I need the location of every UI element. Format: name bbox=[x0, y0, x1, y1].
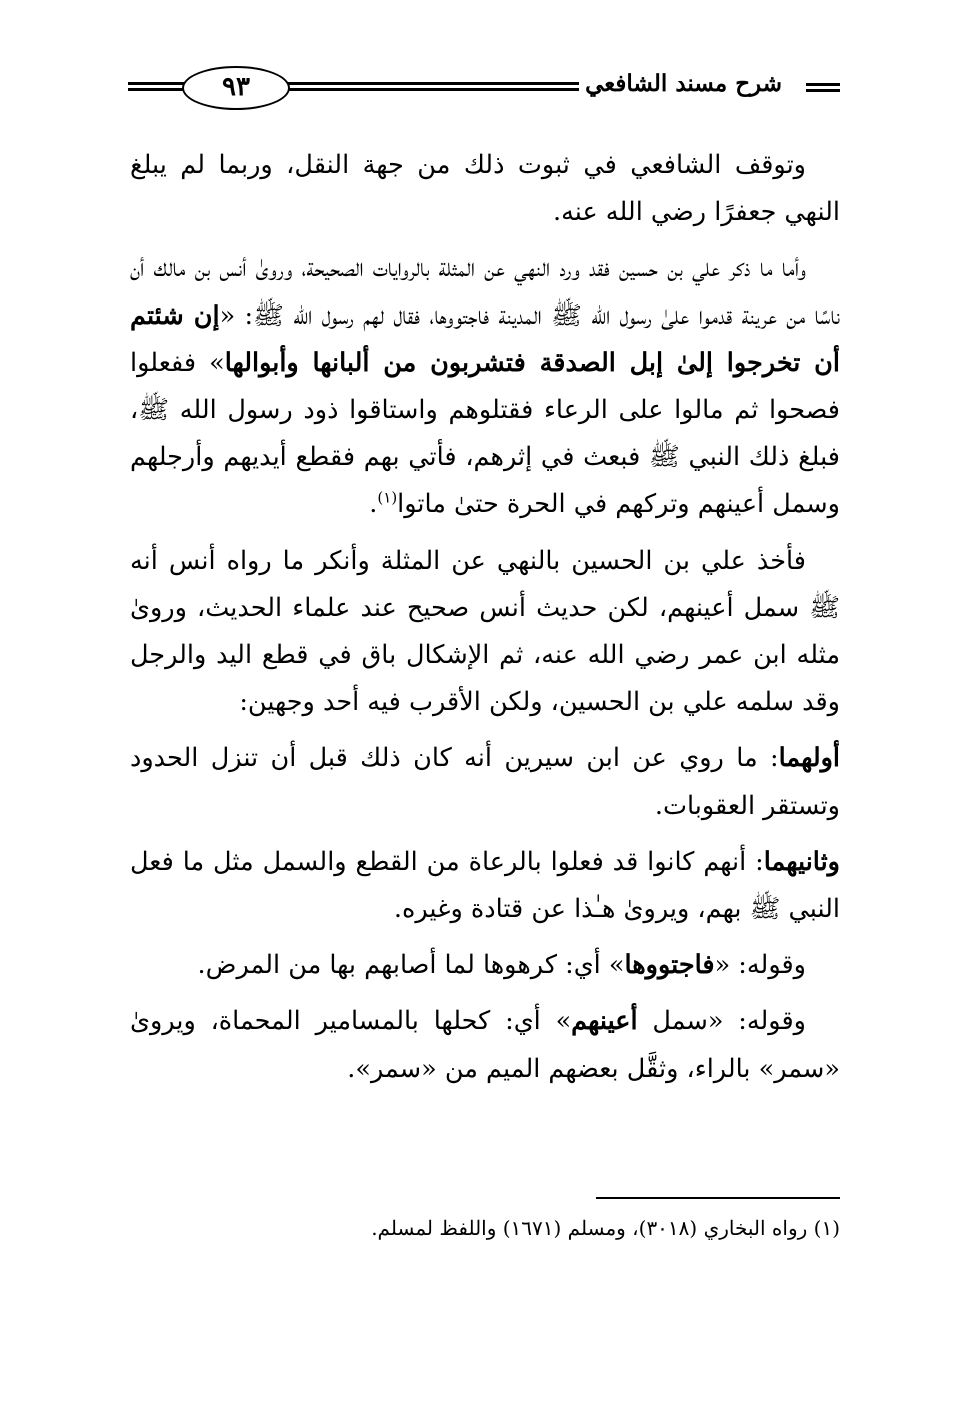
term-ayunahum: أعينهم bbox=[571, 1006, 638, 1037]
first-reason-text: : ما روي عن ابن سيرين أنه كان ذلك قبل أن تنزل الحدود وتستقر العقوبات. bbox=[130, 743, 840, 821]
paragraph-6 bbox=[130, 942, 840, 989]
paragraph-2-end: . bbox=[369, 489, 378, 520]
paragraph-4 bbox=[130, 735, 840, 829]
second-reason-label: وثانيهما bbox=[763, 846, 840, 877]
paragraph-6-text: » أي: كرهوها لما أصابهم بها من المرض. bbox=[197, 950, 625, 981]
term-ijtawawha: فاجتووها bbox=[624, 950, 715, 981]
paragraph-7-pre: وقوله: «سمل bbox=[637, 1006, 806, 1037]
header-rule-right bbox=[806, 83, 840, 92]
paragraph-7 bbox=[130, 998, 840, 1092]
paragraph-2-text-a: وأما ما ذكر علي بن حسين فقد ورد النهي عن المثلة بالروايات الصحيحة، وروىٰ أنس بن مالك أن ناسًا من عرينة قدموا علىٰ رسول الله ﷺ المدينة فاجتووها، فقال لهم رسول الله ﷺ: « bbox=[130, 253, 841, 331]
book-title: شرح مسند الشافعي bbox=[579, 70, 788, 97]
footnote-ref: (١) bbox=[377, 488, 398, 507]
second-reason-text: : أنهم كانوا قد فعلوا بالرعاة من القطع والسمل مثل ما فعل النبي ﷺ بهم، ويروىٰ هـٰذا عن قتادة وغيره. bbox=[130, 846, 840, 925]
footnote-divider bbox=[596, 1197, 840, 1199]
paragraph-5 bbox=[130, 839, 840, 933]
paragraph-2 bbox=[130, 245, 840, 528]
page-number: ٩٣ bbox=[182, 66, 290, 110]
footnote: (١) رواه البخاري (٣٠١٨)، ومسلم (١٦٧١) واللفظ لمسلم. bbox=[371, 1216, 840, 1240]
paragraph-2-text-b: » ففعلوا فصحوا ثم مالوا على الرعاء فقتلوهم واستاقوا ذود رسول الله ﷺ، فبلغ ذلك النبي ﷺ فبعث في إثرهم، فأتي بهم فقطع أيديهم وأرجلهم وسمل أعينهم وتركهم في الحرة حتىٰ ماتوا bbox=[130, 347, 840, 520]
paragraph-1: وتوقف الشافعي في ثبوت ذلك من جهة النقل، وربما لم يبلغ النهي جعفرًا رضي الله عنه. bbox=[130, 150, 840, 228]
paragraph-6-pre: وقوله: « bbox=[714, 950, 806, 981]
page-header bbox=[128, 66, 840, 114]
paragraph-7-text: » أي: كحلها بالمسامير المحماة، ويروىٰ «سمر» بالراء، وثقَّل بعضهم الميم من «سمر». bbox=[130, 1006, 840, 1084]
hadith-quote-bold: إن شئتم أن تخرجوا إلىٰ إبل الصدقة فتشربون من ألبانها وأبوالها bbox=[130, 300, 840, 378]
paragraph-3: فأخذ علي بن الحسين بالنهي عن المثلة وأنكر ما رواه أنس أنه ﷺ سمل أعينهم، لكن حديث أنس صحيح عند علماء الحديث، وروىٰ مثله ابن عمر رضي الله عنه، ثم الإشكال باق في قطع اليد والرجل وقد سلمه علي بن الحسين، ولكن الأقرب فيه أحد وجهين: bbox=[130, 545, 840, 718]
main-text bbox=[130, 142, 840, 1102]
first-reason-label: أولهما bbox=[778, 743, 840, 774]
